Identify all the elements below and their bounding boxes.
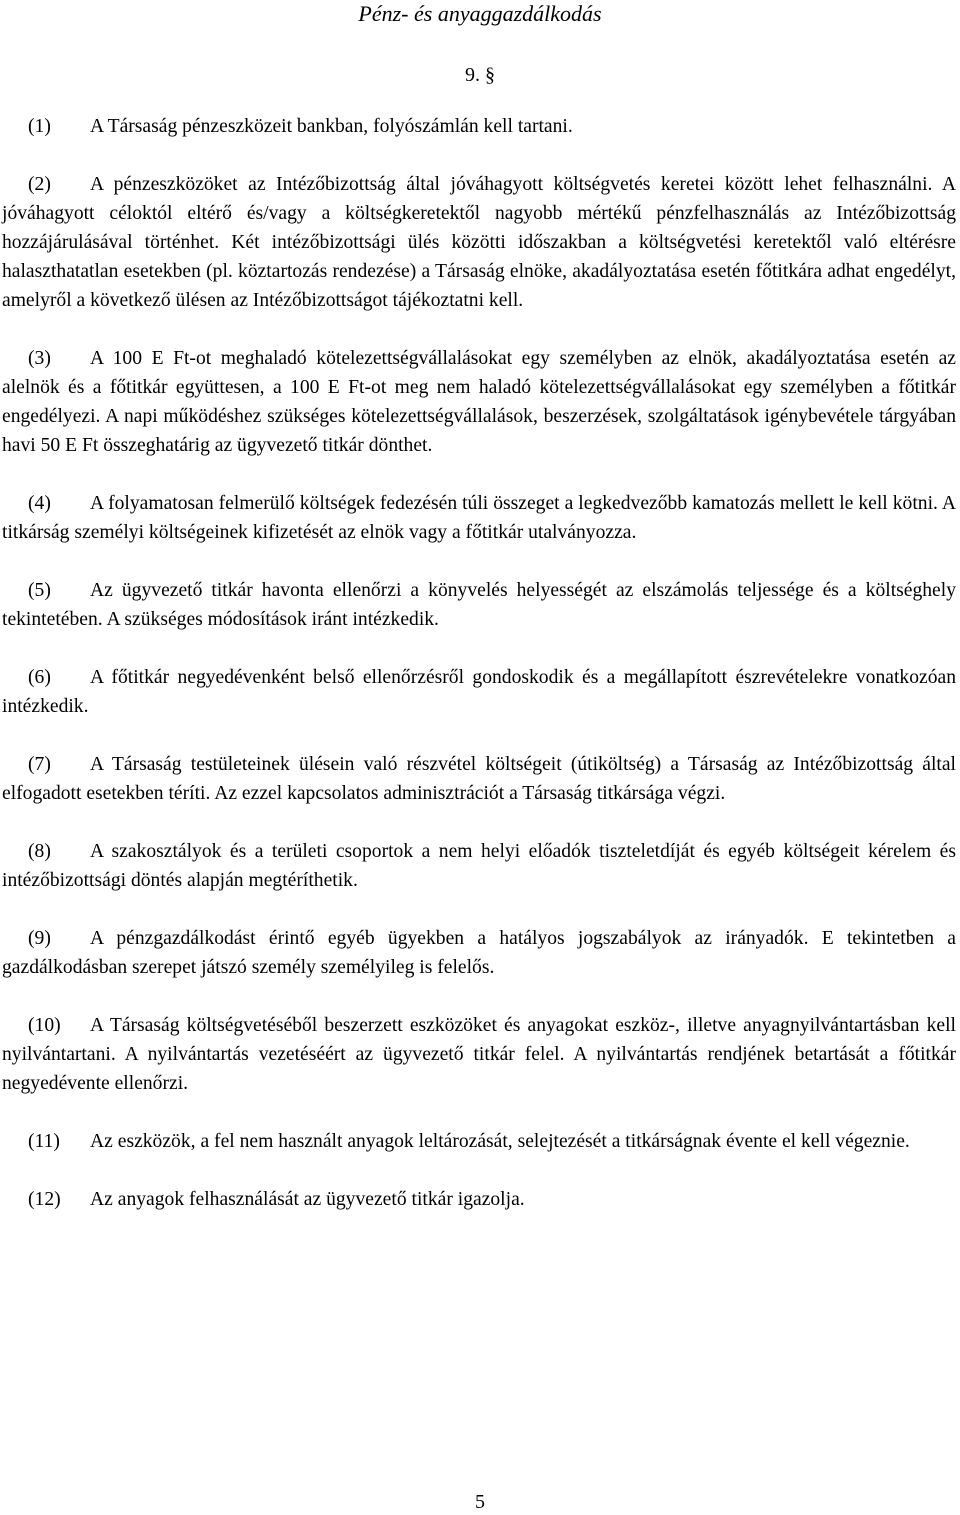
paragraph-text: A 100 E Ft-ot meghaladó kötelezettségvállalásokat egy személyben az elnök, akadályoztatása esetén az alelnök és a főtitkár együttesen, a 100 E Ft-ot meg nem haladó kötelezettségvállalásokat egy személyben a főtitkár engedélyezi. A napi működéshez szükséges kötelezettségvállalások, beszerzések, szolgáltatások igénybevétele tárgyában havi 50 E Ft összeghatárig az ügyvezető titkár dönthet.	[2, 348, 956, 456]
paragraph-text: A Társaság testületeinek ülésein való részvétel költségeit (útiköltség) a Társaság az Intézőbizottság által elfogadott esetekben téríti. Az ezzel kapcsolatos adminisztrációt a Társaság titkársága végzi.	[2, 754, 956, 804]
paragraph-text: A főtitkár negyedévenként belső ellenőrzésről gondoskodik és a megállapított észrevételekre vonatkozóan intézkedik.	[2, 667, 956, 717]
paragraph-text: Az anyagok felhasználását az ügyvezető titkár igazolja.	[90, 1189, 525, 1210]
paragraph-text: A Társaság pénzeszközeit bankban, folyószámlán kell tartani.	[90, 116, 573, 137]
running-header: Pénz- és anyaggazdálkodás	[358, 1, 602, 26]
paragraph-6	[2, 663, 956, 721]
paragraph-number: (3)	[28, 348, 51, 369]
paragraph-5	[2, 576, 956, 634]
paragraph-9	[2, 924, 956, 982]
paragraph-3	[2, 344, 956, 460]
page-number: 5	[475, 1491, 485, 1513]
paragraph-number: (1)	[28, 116, 51, 137]
paragraph-number: (6)	[28, 667, 51, 688]
paragraph-number: (5)	[28, 580, 51, 601]
paragraph-text: Az ügyvezető titkár havonta ellenőrzi a könyvelés helyességét az elszámolás teljessége és a költséghely tekintetében. A szükséges módosítások iránt intézkedik.	[2, 580, 956, 630]
paragraph-2	[2, 170, 956, 315]
paragraph-text: A pénzgazdálkodást érintő egyéb ügyekben a hatályos jogszabályok az irányadók. E tekintetben a gazdálkodásban szerepet játszó személy személyileg is felelős.	[2, 928, 956, 978]
paragraph-12	[2, 1185, 956, 1214]
paragraph-4	[2, 489, 956, 547]
paragraph-number: (2)	[28, 174, 51, 195]
paragraph-text: Az eszközök, a fel nem használt anyagok leltározását, selejtezését a titkárságnak évente el kell végeznie.	[90, 1131, 910, 1152]
paragraph-number: (10)	[28, 1015, 61, 1036]
paragraph-number: (11)	[28, 1131, 60, 1152]
document-body	[2, 112, 956, 1243]
paragraph-8	[2, 837, 956, 895]
paragraph-text: A Társaság költségvetéséből beszerzett eszközöket és anyagokat eszköz-, illetve anyagnyilvántartásban kell nyilvántartani. A nyilvántartás vezetéséért az ügyvezető titkár felel. A nyilvántartás rendjének betartását a főtitkár negyedévente ellenőrzi.	[2, 1015, 956, 1094]
paragraph-number: (7)	[28, 754, 51, 775]
paragraph-number: (4)	[28, 493, 51, 514]
paragraph-number: (8)	[28, 841, 51, 862]
paragraph-number: (9)	[28, 928, 51, 949]
paragraph-10	[2, 1011, 956, 1098]
paragraph-text: A pénzeszközöket az Intézőbizottság által jóváhagyott költségvetés keretei között lehet felhasználni. A jóváhagyott céloktól eltérő és/vagy a költségkeretektől nagyobb mértékű pénzfelhasználás az Intézőbizottság hozzájárulásával történhet. Két intézőbizottsági ülés közötti időszakban a költségvetési keretektől való eltérésre halaszthatatlan esetekben (pl. köztartozás rendezése) a Társaság elnöke, akadályoztatása esetén főtitkára adhat engedélyt, amelyről a következő ülésen az Intézőbizottságot tájékoztatni kell.	[2, 174, 956, 311]
paragraph-11	[2, 1127, 956, 1156]
paragraph-text: A folyamatosan felmerülő költségek fedezésén túli összeget a legkedvezőbb kamatozás mellett le kell kötni. A titkárság személyi költségeinek kifizetését az elnök vagy a főtitkár utalványozza.	[2, 493, 956, 543]
paragraph-text: A szakosztályok és a területi csoportok a nem helyi előadók tiszteletdíját és egyéb költségeit kérelem és intézőbizottsági döntés alapján megtéríthetik.	[2, 841, 956, 891]
section-heading: 9. §	[465, 64, 495, 86]
paragraph-7	[2, 750, 956, 808]
paragraph-number: (12)	[28, 1189, 61, 1210]
paragraph-1	[2, 112, 956, 141]
